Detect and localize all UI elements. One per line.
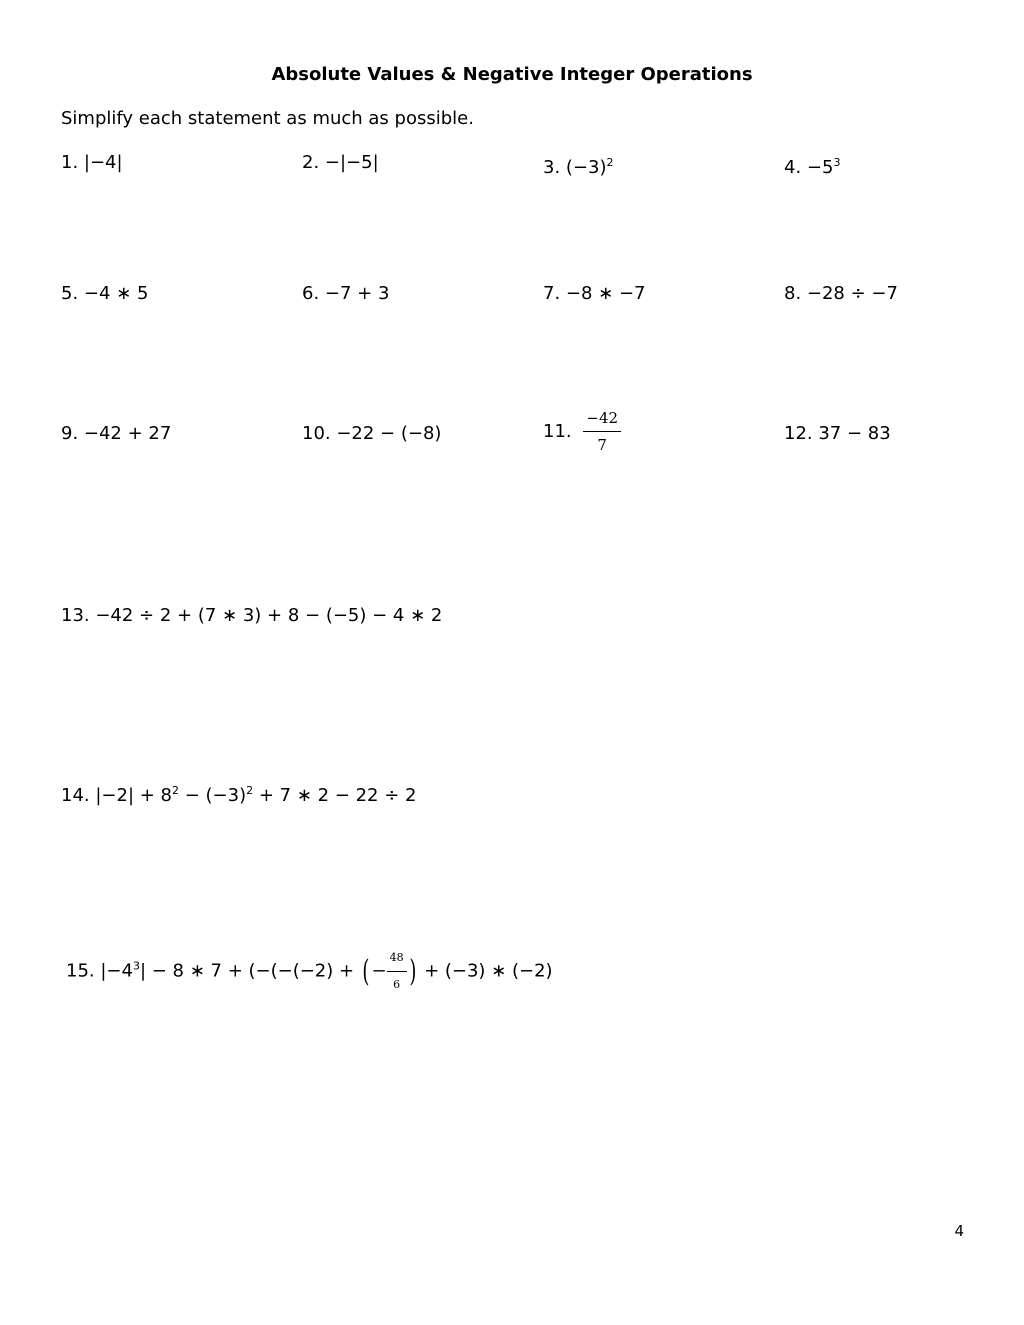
- problem-14-part-a: 14. |−2| + 8: [61, 785, 172, 806]
- problem-15-denominator: 6: [393, 978, 401, 991]
- problem-14-exponent-2: 2: [246, 784, 254, 797]
- problem-13: 13. −42 ÷ 2 + (7 ∗ 3) + 8 − (−5) − 4 ∗ 2: [61, 605, 443, 626]
- problem-15-part-b: | − 8 ∗ 7 + (−(−(−2) +: [139, 960, 360, 982]
- page-number: 4: [954, 1222, 964, 1240]
- problem-11: [543, 407, 621, 456]
- problem-1: 1. |−4|: [61, 152, 123, 173]
- problem-12: 12. 37 − 83: [784, 423, 891, 444]
- problem-11-numerator: −42: [583, 407, 621, 432]
- problem-7: 7. −8 ∗ −7: [543, 283, 646, 304]
- instructions: Simplify each statement as much as possible.: [61, 108, 474, 129]
- problem-15: [66, 947, 553, 996]
- problem-11-label: 11.: [543, 420, 572, 442]
- problem-15-left-paren: (: [362, 953, 370, 989]
- problem-15-fraction: [387, 947, 407, 996]
- problem-10: 10. −22 − (−8): [302, 423, 442, 444]
- problem-3: [543, 152, 613, 179]
- problem-11-fraction: [583, 407, 621, 456]
- problem-14-exponent-1: 2: [172, 784, 179, 797]
- problem-15-part-c: + (−3) ∗ (−2): [418, 960, 553, 982]
- problem-14-part-c: + 7 ∗ 2 − 22 ÷ 2: [253, 785, 417, 806]
- problem-15-exponent: 3: [132, 959, 140, 973]
- problem-5: 5. −4 ∗ 5: [61, 283, 149, 304]
- problem-8: 8. −28 ÷ −7: [784, 283, 898, 304]
- problem-4-base: 4. −5: [784, 157, 834, 178]
- problem-4: [784, 152, 840, 179]
- problem-15-part-a: 15. |−4: [66, 960, 133, 982]
- problem-15-numerator: 48: [387, 947, 407, 972]
- problem-14-part-b: − (−3): [179, 785, 247, 806]
- problem-11-denominator: 7: [597, 436, 607, 454]
- problem-14: [61, 780, 416, 807]
- problem-2: 2. −|−5|: [302, 152, 379, 173]
- problem-3-base: 3. (−3): [543, 157, 607, 178]
- problem-15-negative-sign: −: [371, 960, 387, 982]
- worksheet-title: Absolute Values & Negative Integer Operations: [271, 64, 753, 85]
- problem-6: 6. −7 + 3: [302, 283, 390, 304]
- problem-15-right-paren: ): [408, 953, 416, 989]
- problem-9: 9. −42 + 27: [61, 423, 172, 444]
- problem-3-exponent: 2: [606, 156, 614, 169]
- problem-4-exponent: 3: [833, 156, 841, 169]
